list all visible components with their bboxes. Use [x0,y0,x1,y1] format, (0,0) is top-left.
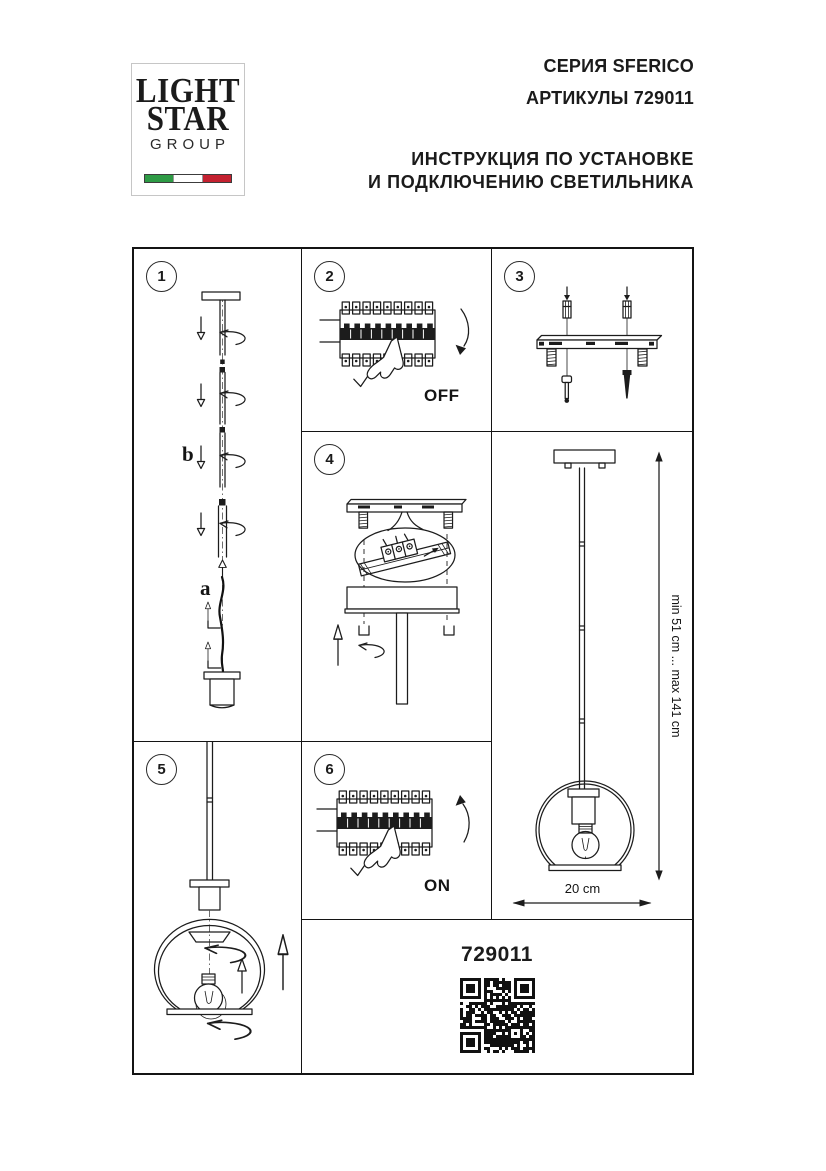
height-range-label: min 51 cm ... max 141 cm [669,594,683,738]
italian-flag-icon [144,174,232,183]
logo-word-light: LIGHT [135,70,241,111]
logo-word-star: STAR [146,98,230,139]
step-6-number-badge: 6 [314,754,345,785]
step-1-panel [134,249,302,742]
breaker-on-label: ON [424,876,451,895]
rod-assembly-diagram [134,249,300,740]
step-3-number-badge: 3 [504,261,535,292]
part-label-b: b [182,442,194,466]
pointing-hand-icon [353,333,406,391]
step-5-number-badge: 5 [146,754,177,785]
lamp-dimensions-panel [492,432,692,920]
step-2-panel [302,249,492,432]
shade-bulb-diagram [134,742,300,1073]
step-6-panel [302,742,492,920]
breaker-off-label: OFF [424,386,460,405]
instruction-title-line2: И ПОДКЛЮЧЕНИЮ СВЕТИЛЬНИКА [368,171,694,192]
assembled-lamp-diagram [492,432,690,918]
pointing-hand-icon [350,822,403,880]
instruction-title-line1: ИНСТРУКЦИЯ ПО УСТАНОВКЕ [411,149,694,169]
terminal-block-detail [354,525,451,576]
steps-grid [132,247,694,1075]
article-qr-cell [302,920,692,1073]
step-5-panel [134,742,302,1073]
series-title: СЕРИЯ SFERICO [543,56,694,76]
header-titles [368,50,694,193]
article-title: АРТИКУЛЫ 729011 [526,88,694,108]
width-dimension [513,881,652,907]
wiring-canopy-diagram [302,432,490,740]
step-3-panel [492,249,692,432]
step-2-number-badge: 2 [314,261,345,292]
shade-width-label: 20 cm [564,881,601,896]
light-bulb-icon [572,824,599,859]
qr-code [460,978,535,1053]
height-dimension [655,452,683,881]
part-label-a: a [200,576,211,600]
step-4-panel [302,432,492,742]
step-1-number-badge: 1 [146,261,177,292]
lightstar-logo [131,63,245,196]
step-4-number-badge: 4 [314,444,345,475]
logo-word-group: GROUP [149,136,230,153]
article-number: 729011 [461,943,533,966]
